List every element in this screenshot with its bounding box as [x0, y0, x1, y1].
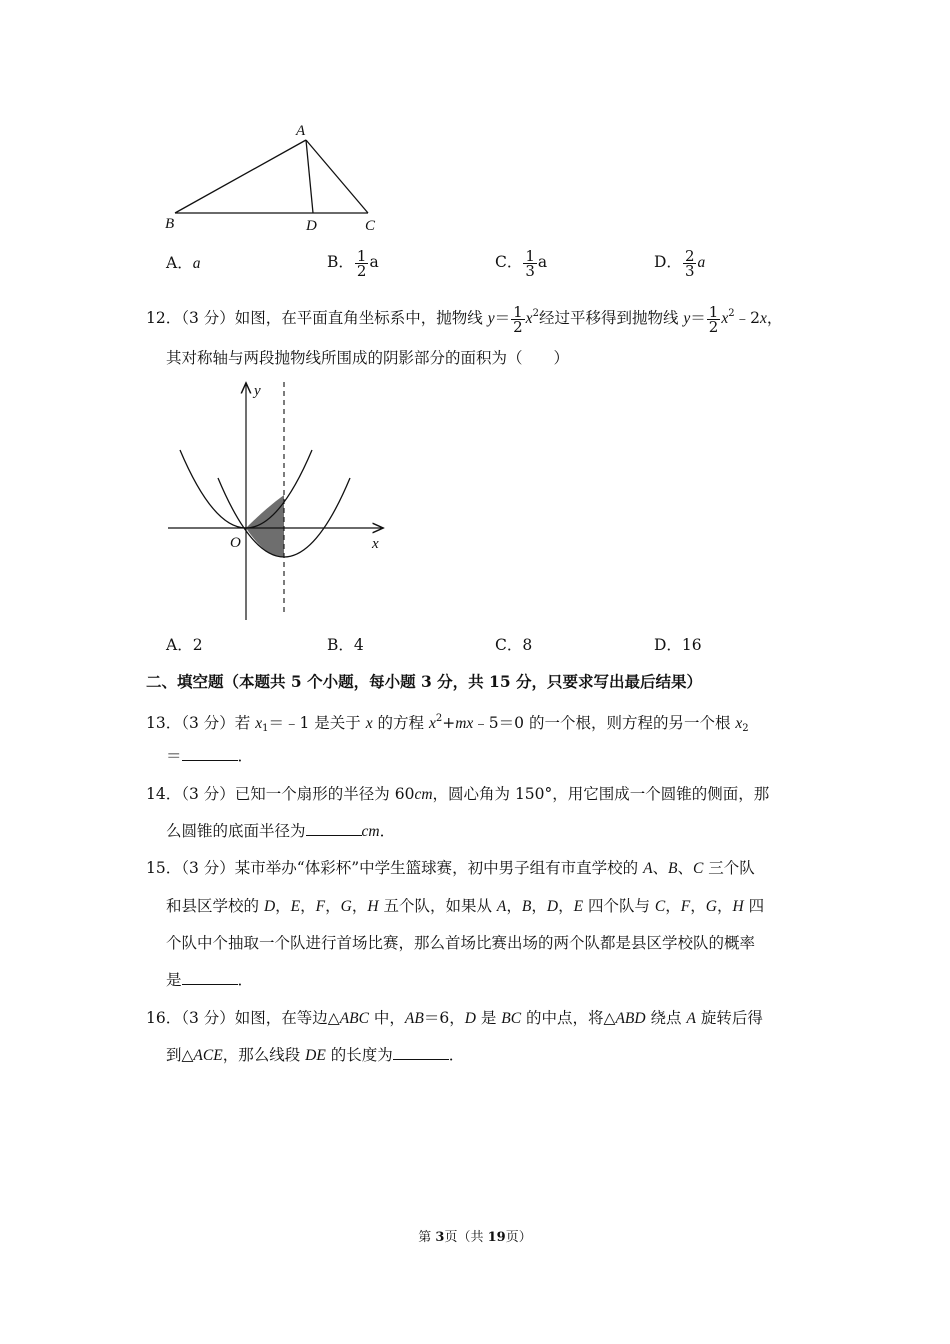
q15-line2: 和县区学校的 D，E，F，G，H 五个队，如果从 A，B，D，E 四个队与 C，F，G，H 四	[166, 897, 765, 915]
q15-line4: 是 ．	[166, 971, 254, 989]
q11-option-d: D． $\frac{2}{3}$ a	[654, 246, 706, 280]
origin-label: O	[230, 535, 241, 551]
q16-line1: 16．（3 分）如图，在等边△ABC 中，AB＝6，D 是 BC 的中点，将△ABD 绕点 A 旋转后得	[146, 1009, 763, 1027]
answer-blank[interactable]	[306, 821, 362, 836]
fraction: $\frac{1}{2}$	[356, 246, 367, 280]
q16-line2: 到△ACE，那么线段 DE 的长度为 ．	[166, 1046, 465, 1064]
answer-blank[interactable]	[393, 1045, 449, 1060]
q14-line2: 么圆锥的底面半径为 cm．	[166, 822, 396, 840]
q12-option-a: A．2	[166, 636, 203, 654]
label-b: B	[165, 216, 175, 232]
fraction: $\frac{1}{2}$	[513, 302, 523, 336]
q11-option-b: B． $\frac{1}{2}$ a	[327, 246, 379, 280]
triangle-figure	[160, 118, 390, 238]
parabola-figure	[160, 378, 400, 628]
q12-line2: 其对称轴与两段抛物线所围成的阴影部分的面积为（ ）	[166, 349, 570, 367]
q12-option-c: C．8	[495, 636, 533, 654]
answer-blank[interactable]	[182, 970, 238, 985]
q13-line1: 13．（3 分）若 $x_1=﹣1$ 是关于 x 的方程 $x^2+mx﹣5=0$ 的一个根，则方程的另一个根 $x_2$	[146, 713, 749, 734]
answer-blank[interactable]	[182, 746, 238, 761]
axis-label-x: x	[372, 536, 379, 552]
fraction: $\frac{1}{2}$	[708, 302, 719, 336]
q11-option-c: C． $\frac{1}{3}$ a	[495, 246, 548, 280]
q12-option-b: B．4	[327, 636, 364, 654]
q13-line2: ＝ ．	[166, 747, 254, 765]
section-heading: 二、填空题（本题共 5 个小题，每小题 3 分，共 15 分，只要求写出最后结果）	[146, 672, 703, 691]
label-d: D	[306, 218, 317, 234]
q12-option-d: D．16	[654, 636, 702, 654]
q12-line1: 12．（3 分）如图，在平面直角坐标系中，抛物线 y＝ $\frac{1}{2}$ $x^2$经过平移得到抛物线 y＝ $\frac{1}{2}$ $x^2﹣2x$，	[146, 302, 783, 336]
q11-option-a: A．a	[166, 254, 201, 272]
fraction: $\frac{1}{3}$	[525, 246, 535, 280]
q15-line3: 个队中个抽取一个队进行首场比赛，那么首场比赛出场的两个队都是县区学校队的概率	[166, 934, 756, 952]
label-a: A	[296, 123, 306, 139]
q15-line1: 15．（3 分）某市举办“体彩杯”中学生篮球赛，初中男子组有市直学校的 A、B、C 三个队	[146, 859, 755, 877]
axis-label-y: y	[254, 383, 261, 399]
fraction: $\frac{2}{3}$	[684, 246, 695, 280]
q14-line1: 14．（3 分）已知一个扇形的半径为 60cm，圆心角为 150°，用它围成一个圆锥的侧面，那	[146, 785, 770, 803]
label-c: C	[365, 218, 376, 234]
page-footer: 第 3页（共 19页）	[418, 1230, 532, 1245]
